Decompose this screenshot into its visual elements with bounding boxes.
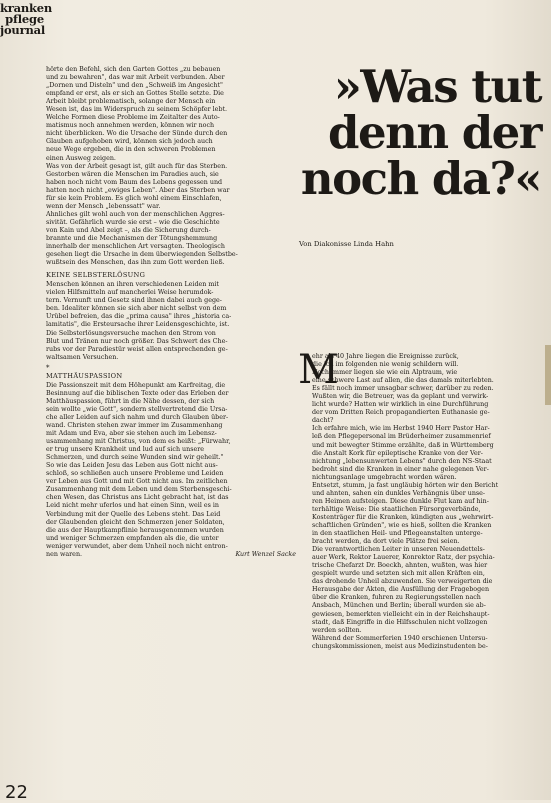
text-line: usammenhang mit Christus, von dem es heißt: „Fürwahr, bbox=[46, 438, 231, 446]
text-line: vielen Hilfsmitteln auf mancherlei Weise herumdok- bbox=[46, 289, 214, 297]
text-line: „Dornen und Disteln" und den „Schweiß im Angesicht" bbox=[46, 82, 223, 90]
text-line: dacht? bbox=[312, 417, 334, 425]
text-line: Die verantwortlichen Leiter in unseren Neuendettels- bbox=[312, 546, 485, 554]
text-line: der Glaubenden gleicht den Schmerzen jener Soldaten, bbox=[46, 518, 225, 526]
text-line: licht wurde? Hatten wir wirklich in eine Durchführung bbox=[312, 401, 489, 409]
page-number: 22 bbox=[5, 782, 28, 803]
text-line: chungskommissionen, meist aus Medizinstudenten be- bbox=[312, 642, 488, 650]
text-line: eine schwere Last auf allen, die das damals miterlebten. bbox=[312, 377, 494, 385]
text-line: So wie das Leiden Jesu das Leben aus Gott nicht aus- bbox=[46, 462, 218, 470]
text-line: und ahnten, sahen ein dunkles Verhängnis über unse- bbox=[312, 489, 486, 497]
text-line: von Kain und Abel zeigt –, als die Sicherung durch- bbox=[46, 226, 211, 234]
text-line: terhältige Weise: Die staatlichen Fürsorgeverbände, bbox=[312, 505, 481, 513]
text-line: in den staatlichen Heil- und Pflegeanstalten unterge- bbox=[312, 530, 483, 538]
text-line: gesehen liegt die Ursache in dem überwiegenden Selbstbe- bbox=[46, 251, 238, 259]
text-line: ben. Idealiter können sie sich aber nicht selbst von dem bbox=[46, 305, 227, 313]
text-line: ver Leben aus Gott und mit Gott nicht aus. Im zeitlichen bbox=[46, 478, 228, 486]
drop-cap: M bbox=[298, 347, 339, 393]
page-edge-tab bbox=[545, 345, 551, 405]
text-line: und mit bewegter Stimme erzählte, daß in Württemberg bbox=[312, 441, 494, 449]
text-line: Ähnliches gilt wohl auch von der menschlichen Aggres- bbox=[46, 210, 225, 218]
left-section-body bbox=[46, 66, 296, 267]
text-line: bedroht sind die Kranken in einer nahe gelegenen Ver- bbox=[312, 465, 489, 473]
left-section-body bbox=[46, 281, 296, 361]
text-line: ren Heimen aufsteigen. Diese dunkle Flut kam auf hin- bbox=[312, 497, 489, 505]
masthead-line: pflege bbox=[5, 12, 44, 26]
text-line: Ich erfahre mich, wie im Herbst 1940 Herr Pastor Har- bbox=[312, 425, 490, 433]
text-line: das drohende Unheil abzuwenden. Sie verweigerten die bbox=[312, 578, 493, 586]
text-line: und zu bewahren", das war mit Arbeit verbunden. Aber bbox=[46, 74, 225, 82]
text-line: bracht werden, da dort viele Plätze frei seien. bbox=[312, 538, 460, 546]
text-line: Die Passionszeit mit dem Höhepunkt am Karfreitag, die bbox=[46, 381, 226, 389]
text-line: rubs vor der Paradiestür weist allen entsprechenden ge- bbox=[46, 345, 228, 353]
text-line: sein wollte „wie Gott", sondern stellvertretend die Ursa- bbox=[46, 405, 228, 413]
text-line: chen Wesen, das Christus ans Licht gebracht hat, ist das bbox=[46, 494, 229, 502]
text-line: die ich im folgenden nie wenig schildern will. bbox=[312, 361, 459, 369]
text-line: auer Werk, Rektor Lauerer, Konrektor Ratz, der psychia- bbox=[312, 554, 495, 562]
article-byline: Von Diakonisse Linda Hahn bbox=[299, 240, 394, 248]
text-line: Entsetzt, stumm, ja fast ungläubig hörten wir den Bericht bbox=[312, 481, 499, 489]
text-line: Menschen können an ihren verschiedenen Leiden mit bbox=[46, 281, 219, 289]
text-line: mit Adam und Eva, aber sie stehen auch im Lebensz- bbox=[46, 430, 217, 438]
text-line: gewiesen, bemerkten vielleicht ein in der Reichshaupt- bbox=[312, 610, 490, 618]
text-line: werden sollten. bbox=[312, 626, 362, 634]
text-line: einen Ausweg zeigen. bbox=[46, 154, 116, 162]
text-line: neue Wege ergeben, die in den schweren Problemen bbox=[46, 146, 216, 154]
text-line: nichtungsanlage umgebracht worden wären. bbox=[312, 473, 457, 481]
text-line: schaftlichen Gründen", wie es hieß, sollten die Kranken bbox=[312, 521, 492, 529]
text-line: hörte den Befehl, sich den Garten Gottes „zu bebauen bbox=[46, 66, 221, 73]
section-heading: MATTHÄUSPASSION bbox=[46, 371, 123, 380]
text-line: trische Chefarzt Dr. Boeckh, ahnten, wußten, was hier bbox=[312, 562, 488, 570]
text-line: Matthäuspassion, führt in die Nähe dessen, der sich bbox=[46, 397, 215, 405]
text-line: tern. Vernunft und Gesetz sind ihnen dabei auch gege- bbox=[46, 297, 222, 305]
text-line: Urübel befreien, das die „prima causa" ihres „historia ca- bbox=[46, 313, 232, 321]
text-line: der vom Dritten Reich propagandierten Euthanasie ge- bbox=[312, 409, 490, 417]
text-line: Verbindung mit der Quelle des Lebens steht. Das Leid bbox=[46, 510, 221, 518]
section-heading: KEINE SELBSTERLÖSUNG bbox=[46, 271, 146, 280]
text-line: matismus noch annehmen werden, können wir noch bbox=[46, 122, 215, 130]
text-line: die Anstalt Kork für epileptische Kranke von der Ver- bbox=[312, 449, 483, 457]
text-line: wand. Christen stehen zwar immer im Zusammenhang bbox=[46, 422, 223, 430]
text-line: che aller Leiden auf sich nahm und durch Glauben über- bbox=[46, 413, 229, 421]
text-line: Kostenträger für die Kranken, kündigten aus „wehrwirt- bbox=[312, 513, 494, 521]
text-line: haben noch nicht vom Baum des Lebens gegessen und bbox=[46, 178, 223, 186]
text-line: Gestorben wären die Menschen im Paradies auch, sie bbox=[46, 170, 219, 178]
masthead-line: journal bbox=[0, 23, 46, 37]
text-line: Glauben aufgehoben wird, können sich jedoch auch bbox=[46, 138, 213, 146]
text-line: Arbeit bleibt problematisch, solange der Mensch ein bbox=[46, 98, 216, 106]
text-line: waltsamen Versuchen. bbox=[46, 353, 119, 361]
text-line: für sie kein Problem. Es glich wohl einem Einschlafen, bbox=[46, 194, 222, 202]
text-line: Ansbach, München und Berlin; überall wurden sie ab- bbox=[312, 602, 486, 610]
text-line: Zusammenhang mit dem Leben und dem Sterbensgeschi- bbox=[46, 486, 232, 494]
text-line: Während der Sommerferien 1940 erschienen Untersu- bbox=[312, 634, 488, 642]
text-line: lamitatis", die Ersteursache ihrer Leidensgeschichte, ist. bbox=[46, 321, 230, 329]
title-line: denn der bbox=[328, 106, 541, 159]
closing-line bbox=[46, 551, 296, 559]
text-line: wußtsein des Menschen, das ihn zum Gott werden ließ. bbox=[46, 259, 225, 267]
left-text-column bbox=[46, 66, 296, 559]
text-line: Leid nicht mehr uferlos und hat einen Sinn, weil es in bbox=[46, 502, 220, 510]
text-line: gespielt wurde und setzten sich mit allen Kräften ein, bbox=[312, 570, 485, 578]
author-signature: Kurt Wenzel Sacke bbox=[235, 550, 296, 558]
text-line: über die Kranken, fuhren zu Regierungsstellen nach bbox=[312, 594, 481, 602]
text-line: Es fällt noch immer unsagbar schwer, darüber zu reden. bbox=[312, 385, 494, 393]
text-line: wenn der Mensch „lebenssatt" war. bbox=[46, 202, 161, 210]
title-line: noch da?« bbox=[300, 152, 541, 205]
right-text-column bbox=[312, 353, 541, 651]
text-line: Wußten wir, die Betreuer, was da geplant und verwirk- bbox=[312, 393, 489, 401]
title-line: »Was tut bbox=[333, 60, 541, 113]
magazine-masthead bbox=[0, 1, 53, 37]
text-line: Die Selbsterlösungsversuche machen den Strom von bbox=[46, 329, 216, 337]
text-line: er trug unsere Krankheit und lud auf sich unsere bbox=[46, 446, 205, 454]
text-line: brannte und die Mechanismen der Tötungshemmung bbox=[46, 234, 218, 242]
text-line: Wesen ist, das im Widerspruch zu seinem Schöpfer lebt. bbox=[46, 106, 228, 114]
text-line: Schmerzen, und durch seine Wunden sind wir geheilt." bbox=[46, 454, 224, 462]
text-line: nichtung „lebensunwerten Lebens" durch den NS-Staat bbox=[312, 457, 492, 465]
masthead-line: kranken bbox=[0, 1, 53, 15]
text-line: schloß, so schließen auch unsere Probleme und Leiden bbox=[46, 470, 224, 478]
article-title bbox=[296, 60, 541, 205]
text-line: Herausgabe der Akten, die Ausfüllung der Fragebogen bbox=[312, 586, 490, 594]
text-line: weniger verwundet, aber dem Unheil noch nicht entron- bbox=[46, 542, 228, 550]
text-line: Welche Formen diese Probleme im Zeitalter des Auto- bbox=[46, 114, 220, 122]
text-line: innerhalb der menschlichen Art versagten. Theologisch bbox=[46, 243, 225, 251]
section-divider: * bbox=[46, 363, 50, 372]
text-line: Was von der Arbeit gesagt ist, gilt auch für das Sterben. bbox=[46, 162, 228, 170]
text-line: empfand er erst, als er sich an Gottes Stelle setzte. Die bbox=[46, 90, 224, 98]
closing-text: nen waren. bbox=[46, 550, 83, 558]
text-line: Besinnung auf die biblischen Texte oder das Erleben der bbox=[46, 389, 229, 397]
text-line: leß den Pflegepersonal im Brüderheimer zusammenrief bbox=[312, 433, 491, 441]
text-line: Blut und Tränen nur noch größer. Das Schwert des Che- bbox=[46, 337, 228, 345]
text-line: nicht überblicken. Wo die Ursache der Sünde durch den bbox=[46, 130, 228, 138]
text-line: sivität. Gefährlich wurde sie erst – wie die Geschichte bbox=[46, 218, 220, 226]
text-line: und weniger Schmerzen empfanden als die, die unter bbox=[46, 534, 219, 542]
text-line: ehr als 40 Jahre liegen die Ereignisse zurück, bbox=[312, 353, 459, 360]
text-line: hatten noch nicht „ewiges Leben". Aber das Sterben war bbox=[46, 186, 230, 194]
text-line: die aus der Hauptkampflinie herausgenommen wurden bbox=[46, 526, 224, 534]
text-line: Noch immer liegen sie wie ein Alptraum, wie bbox=[312, 369, 458, 377]
text-line: stadt, daß Eingriffe in die Hilfsschulen nicht vollzogen bbox=[312, 618, 488, 626]
left-section-body bbox=[46, 382, 296, 551]
